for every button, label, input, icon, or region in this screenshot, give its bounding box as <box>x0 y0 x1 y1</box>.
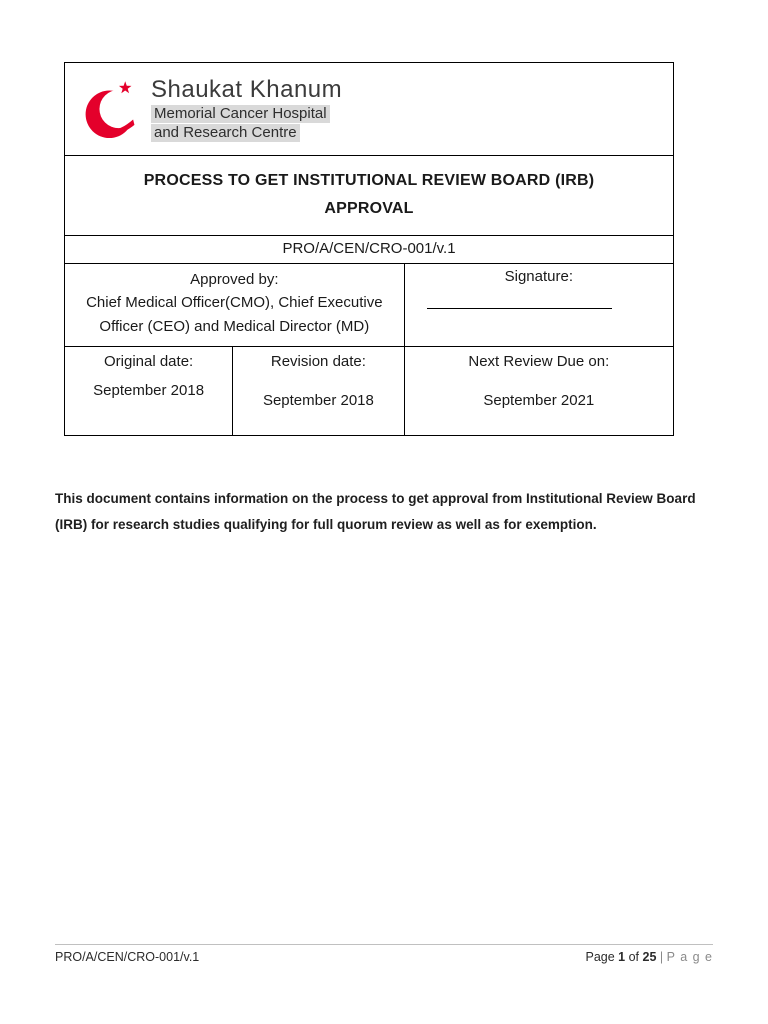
original-date-cell <box>65 347 232 435</box>
intro-paragraph: This document contains information on the process to get approval from Institutional Review Board (IRB) for research studies qualifying for full quorum review as well as for exemption. <box>55 491 696 532</box>
signature-blank-line <box>427 285 612 309</box>
next-review-cell <box>404 347 673 435</box>
signature-cell <box>404 264 673 346</box>
footer-document-code: PRO/A/CEN/CRO-001/v.1 <box>55 950 200 964</box>
revision-date-value: September 2018 <box>262 391 374 409</box>
logo-text-block <box>151 76 342 142</box>
next-review-label: Next Review Due on: <box>468 352 610 370</box>
document-header-table <box>64 62 674 436</box>
footer-divider <box>55 944 713 945</box>
original-date-value: September 2018 <box>93 381 205 399</box>
next-review-value: September 2021 <box>483 391 595 409</box>
document-title-line1: PROCESS TO GET INSTITUTIONAL REVIEW BOARD (IRB) <box>143 172 595 189</box>
approved-by-value: Chief Medical Officer(CMO), Chief Executive Officer (CEO) and Medical Director (MD) <box>86 294 383 335</box>
footer-page-label: Page <box>585 950 619 964</box>
page-footer <box>55 944 713 964</box>
document-title-line2: APPROVAL <box>324 200 414 217</box>
original-date-label: Original date: <box>103 352 194 370</box>
footer-separator: | <box>656 950 667 964</box>
org-subtitle-line2: and Research Centre <box>151 124 300 142</box>
org-name: Shaukat Khanum <box>151 76 343 103</box>
approved-by-cell <box>65 264 404 346</box>
footer-of-label: of <box>625 950 643 964</box>
crescent-star-logo-icon <box>79 74 145 144</box>
document-code: PRO/A/CEN/CRO-001/v.1 <box>65 235 673 263</box>
document-title <box>65 155 673 235</box>
revision-date-cell <box>232 347 403 435</box>
footer-page-total: 25 <box>642 950 657 964</box>
dates-row <box>65 346 673 435</box>
footer-page-number: 1 <box>618 950 626 964</box>
logo-row <box>65 63 673 155</box>
revision-date-label: Revision date: <box>270 352 366 370</box>
approval-row <box>65 263 673 346</box>
signature-label: Signature: <box>504 268 573 285</box>
org-subtitle-line1: Memorial Cancer Hospital <box>151 105 330 123</box>
footer-page-indicator <box>586 950 714 964</box>
footer-page-word: P a g e <box>666 950 713 964</box>
approved-by-label: Approved by: <box>190 271 279 288</box>
